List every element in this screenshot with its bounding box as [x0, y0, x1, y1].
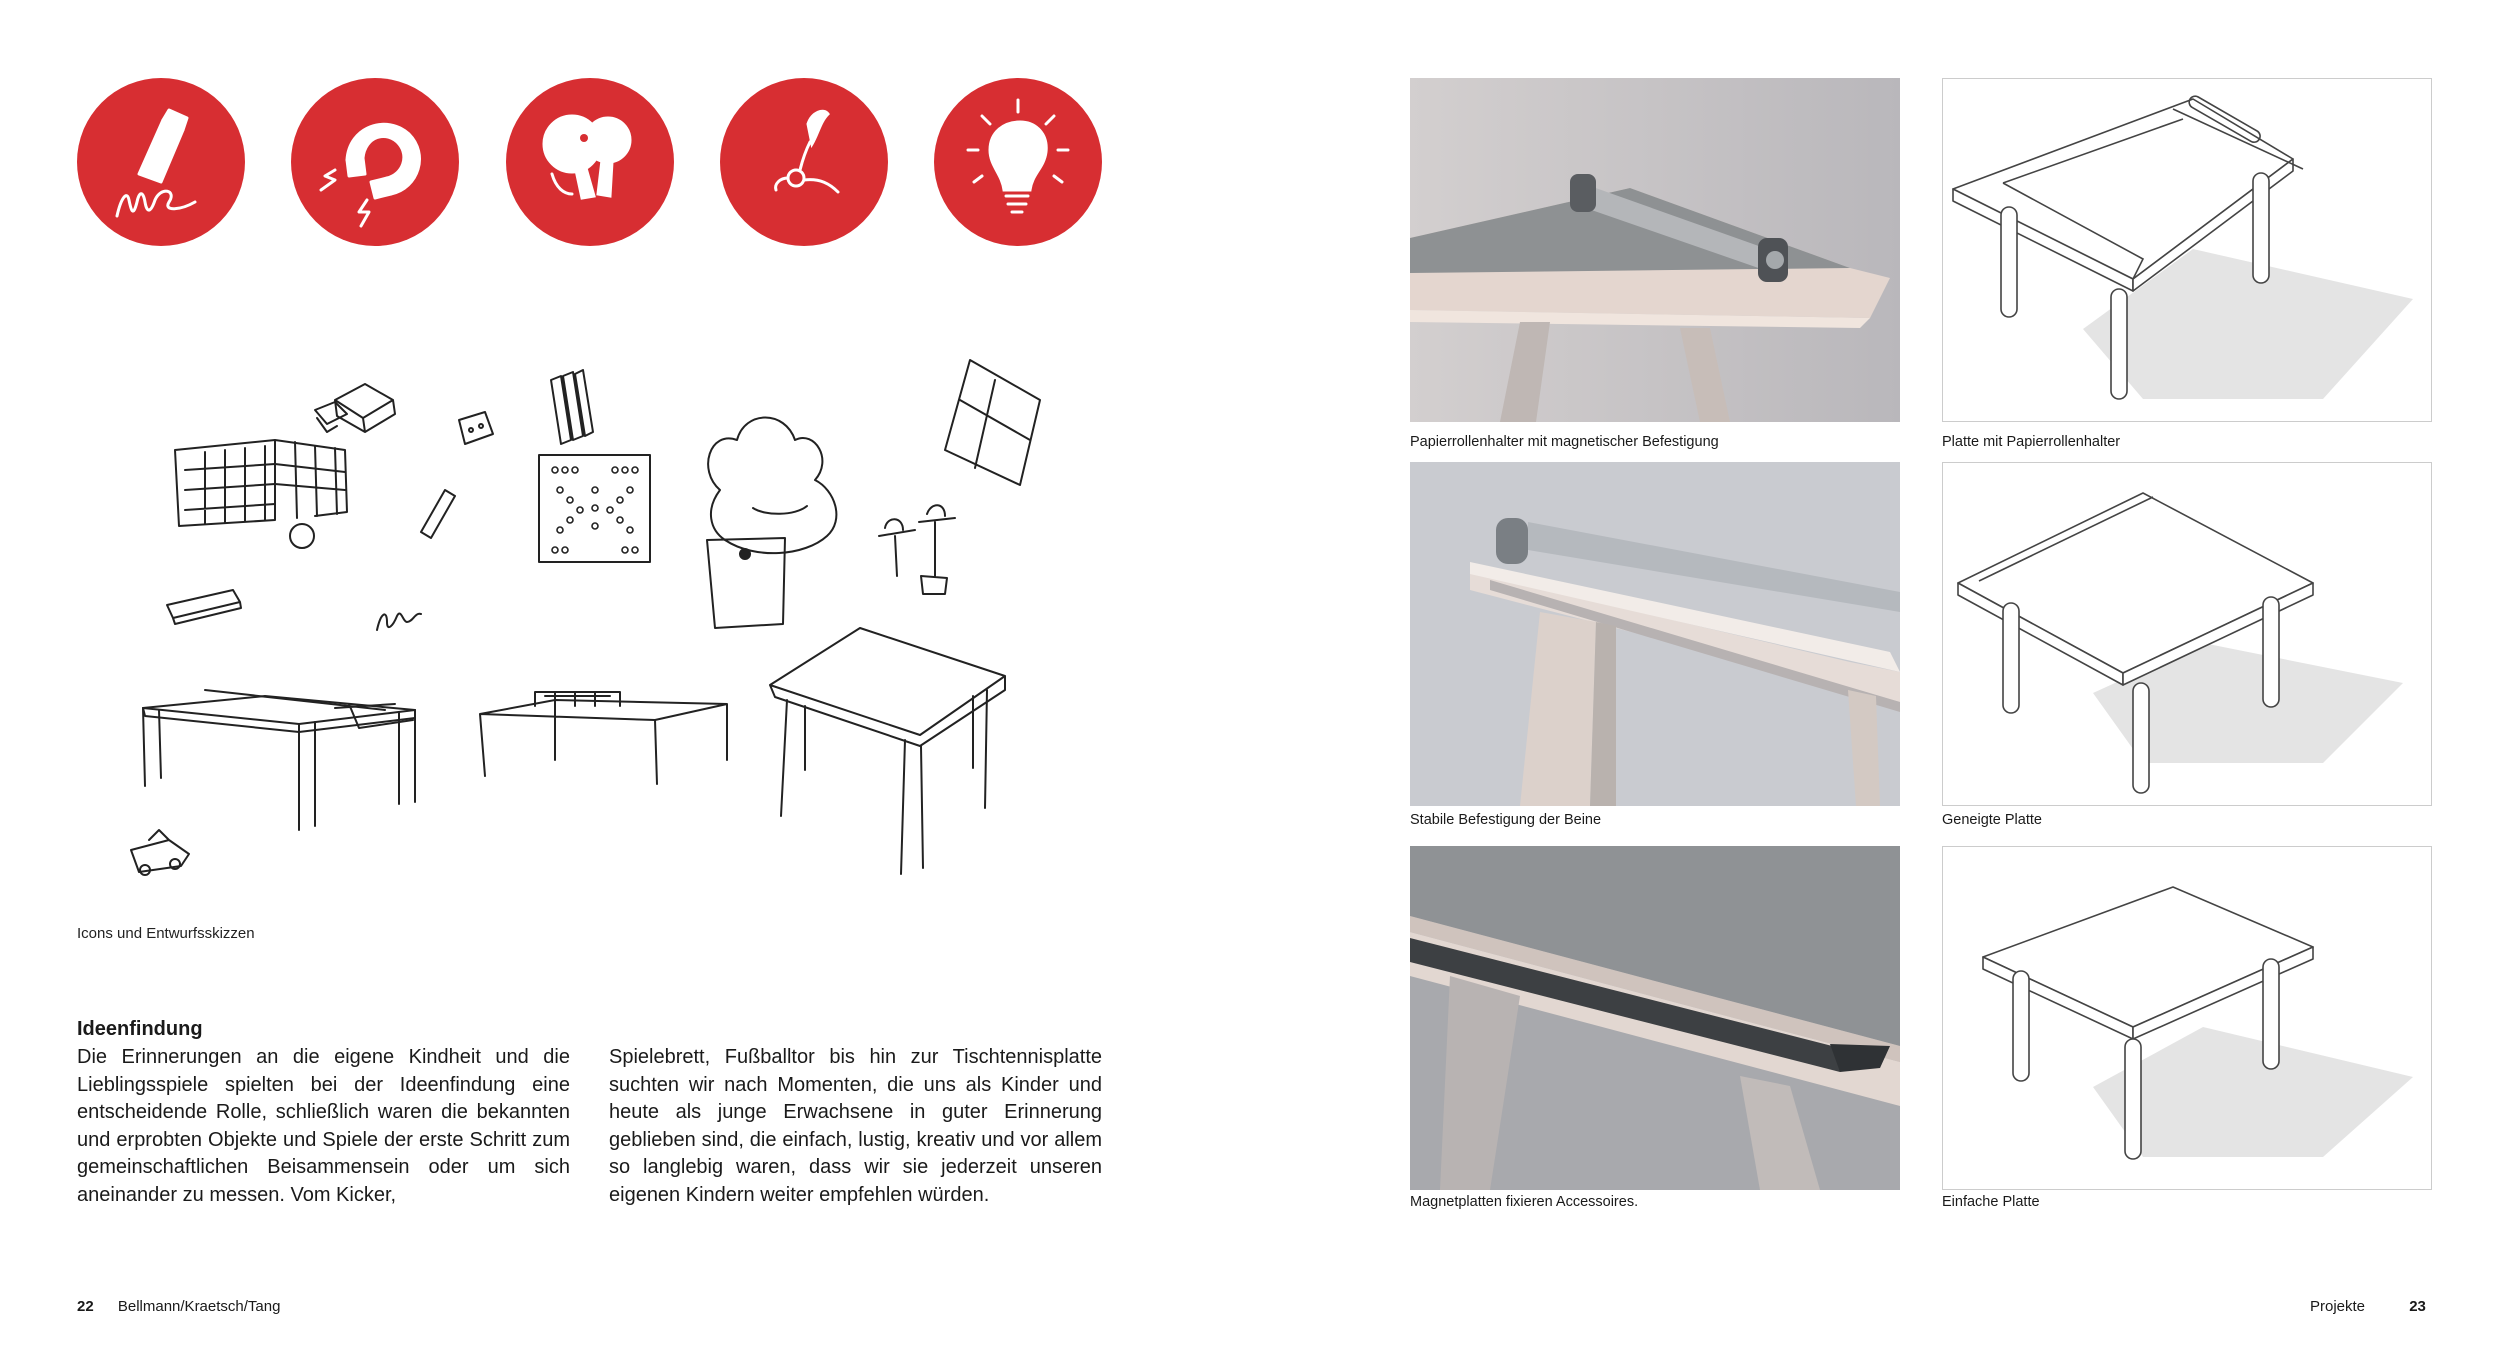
sketch-caption: Icons und Entwurfsskizzen: [77, 925, 255, 942]
footer-section: Projekte: [2310, 1298, 2366, 1315]
photo-caption: Einfache Platte: [1942, 1194, 2040, 1210]
drawing-table-with-roll-holder: [1942, 78, 2432, 422]
photo-magnet-plates: [1410, 846, 1900, 1190]
paintbrush-icon: [720, 78, 888, 246]
drawing-simple-top: [1942, 846, 2432, 1190]
photo-paper-roll-holder: [1410, 78, 1900, 422]
photo-caption: Geneigte Platte: [1942, 812, 2042, 828]
footer-right: [2310, 1298, 2426, 1315]
footer-left: [77, 1298, 280, 1315]
lightbulb-icon: [934, 78, 1102, 246]
photo-caption: Platte mit Papierrollenhalter: [1942, 434, 2121, 450]
body-text-column-1: Die Erinnerungen an die eigene Kindheit und die Lieblingsspiele spielten bei der Ideenfindung eine entscheidende Rolle, schließlich waren die bekannten und erprobten Objekte und Spiele der erste Schritt zum gemeinschaftlichen Beisammensein oder um sich aneinander zu messen. Vom Kicker,: [77, 1046, 570, 1206]
body-text-column-2: Spielebrett, Fußballtor bis hin zur Tischtennisplatte suchten wir nach Momenten, die uns als Kinder und heute als junge Erwachsene in guter Erinnerung geblieben sind, die einfach, lustig, kreativ und vor allem so langlebig waren, dass wir sie jederzeit unseren eigenen Kindern weiter empfehlen würden.: [609, 1046, 1102, 1206]
photo-caption: Magnetplatten fixieren Accessoires.: [1410, 1194, 1639, 1210]
magnet-icon: [291, 78, 459, 246]
section-heading: Ideenfindung: [77, 1018, 203, 1040]
drawing-inclined-top: [1942, 462, 2432, 806]
photo-leg-mount: [1410, 462, 1900, 806]
page-number-left: 22: [77, 1298, 94, 1315]
design-sketches: [115, 340, 1090, 900]
footer-authors: Bellmann/Kraetsch/Tang: [117, 1298, 281, 1315]
table-tennis-paddle-icon: [506, 78, 674, 246]
photo-caption: Papierrollenhalter mit magnetischer Befestigung: [1410, 434, 1719, 450]
page-number-right: 23: [2409, 1298, 2426, 1315]
pencil-icon: [77, 78, 245, 246]
photo-caption: Stabile Befestigung der Beine: [1410, 812, 1602, 828]
